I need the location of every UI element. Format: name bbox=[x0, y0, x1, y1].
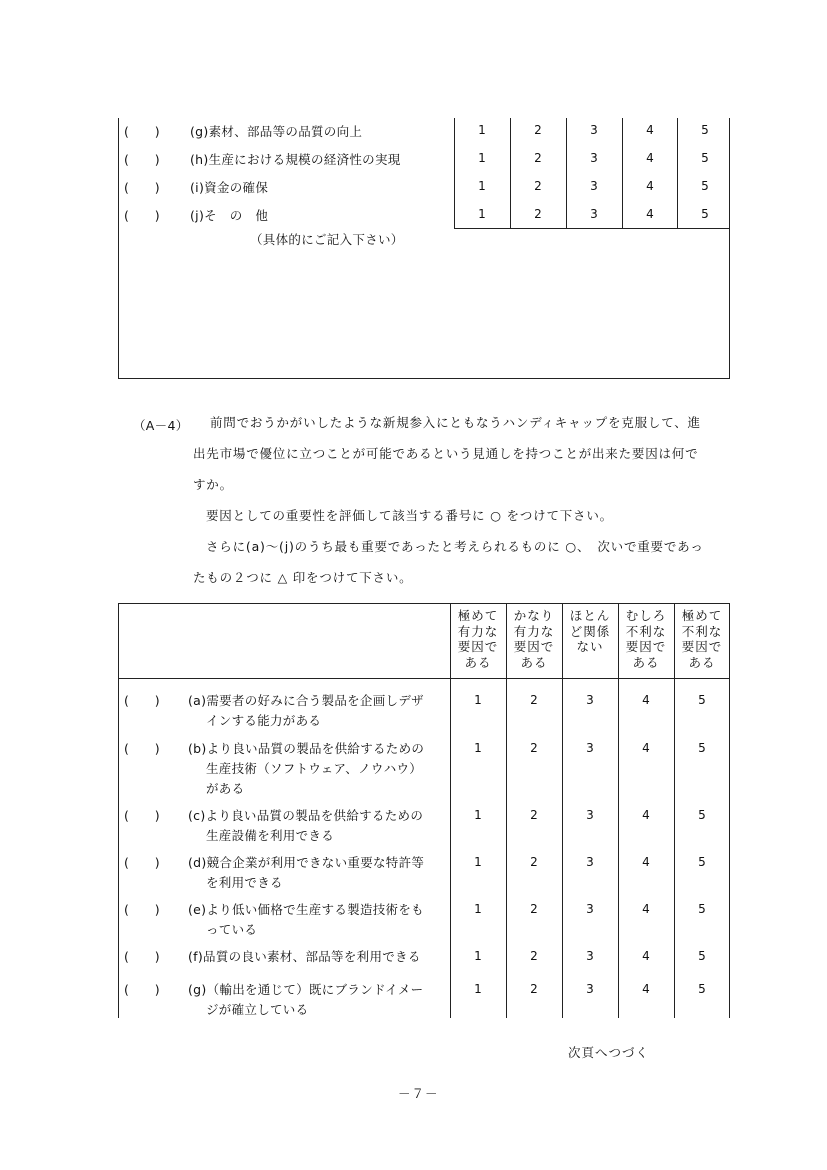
bottom-col-divider bbox=[618, 603, 619, 1018]
top-col-divider bbox=[566, 118, 567, 228]
row-label-line: (f)品質の良い素材、部品等を利用できる bbox=[188, 949, 421, 964]
score-option[interactable]: 3 bbox=[590, 151, 598, 165]
score-option[interactable]: 1 bbox=[474, 982, 482, 996]
bottom-table-top-border bbox=[118, 603, 730, 604]
header-line: 要因で bbox=[457, 639, 499, 654]
row-label: (h)生産における規模の経済性の実現 bbox=[190, 152, 401, 167]
score-option[interactable]: 1 bbox=[474, 855, 482, 869]
row-label: (i)資金の確保 bbox=[190, 180, 269, 195]
column-header bbox=[509, 608, 559, 670]
answer-paren[interactable]: ( ) bbox=[124, 741, 160, 756]
score-option[interactable]: 4 bbox=[646, 151, 654, 165]
row-label-line: (a)需要者の好みに合う製品を企画しデザ bbox=[188, 693, 424, 708]
header-line: ある bbox=[520, 654, 548, 670]
score-option[interactable]: 3 bbox=[590, 123, 598, 137]
top-table-bottom-border bbox=[118, 378, 730, 379]
row-label-line: (b)より良い品質の製品を供給するための bbox=[188, 741, 425, 756]
score-option[interactable]: 3 bbox=[590, 179, 598, 193]
instruction-text: さらに(a)～(j)のうち最も重要であったと考えられるものに ○、 次いで重要であっ bbox=[206, 539, 704, 554]
score-option[interactable]: 3 bbox=[586, 741, 594, 755]
score-option[interactable]: 3 bbox=[590, 207, 598, 221]
row-label-line: がある bbox=[206, 781, 245, 796]
row-label: (g)素材、部品等の品質の向上 bbox=[190, 124, 363, 139]
score-option[interactable]: 2 bbox=[534, 151, 542, 165]
score-option[interactable]: 4 bbox=[646, 123, 654, 137]
score-option[interactable]: 1 bbox=[474, 741, 482, 755]
row-label-line: ジが確立している bbox=[206, 1002, 309, 1017]
score-option[interactable]: 2 bbox=[530, 949, 538, 963]
answer-paren[interactable]: ( ) bbox=[124, 982, 160, 997]
bottom-col-divider bbox=[450, 603, 451, 1018]
score-option[interactable]: 2 bbox=[534, 179, 542, 193]
score-option[interactable]: 5 bbox=[698, 693, 706, 707]
column-header bbox=[565, 608, 615, 655]
score-option[interactable]: 5 bbox=[698, 855, 706, 869]
score-option[interactable]: 2 bbox=[534, 207, 542, 221]
score-option[interactable]: 5 bbox=[698, 808, 706, 822]
column-header bbox=[621, 608, 671, 670]
score-option[interactable]: 5 bbox=[698, 741, 706, 755]
instruction-text: たもの２つに △ 印をつけて下さい。 bbox=[193, 570, 413, 585]
score-option[interactable]: 1 bbox=[474, 902, 482, 916]
score-option[interactable]: 1 bbox=[474, 693, 482, 707]
header-line: ど関係 bbox=[569, 623, 611, 639]
score-option[interactable]: 4 bbox=[642, 808, 650, 822]
row-label-line: っている bbox=[206, 922, 258, 937]
header-line: 要因で bbox=[625, 639, 667, 654]
score-option[interactable]: 4 bbox=[642, 855, 650, 869]
score-option[interactable]: 1 bbox=[474, 949, 482, 963]
score-option[interactable]: 5 bbox=[701, 123, 709, 137]
header-line: かなり bbox=[513, 608, 555, 623]
header-line: 要因で bbox=[681, 639, 723, 654]
score-option[interactable]: 3 bbox=[586, 902, 594, 916]
score-option[interactable]: 2 bbox=[534, 123, 542, 137]
question-id: （A－4） bbox=[133, 418, 189, 433]
row-label-line: 生産設備を利用できる bbox=[206, 828, 335, 843]
row-label: (j)そ の 他 bbox=[190, 208, 269, 223]
bottom-table-header-line bbox=[118, 678, 730, 679]
column-header bbox=[677, 608, 727, 670]
bottom-col-divider bbox=[562, 603, 563, 1018]
header-line: ある bbox=[632, 654, 660, 670]
other-freeform-area[interactable] bbox=[124, 252, 724, 372]
score-option[interactable]: 5 bbox=[698, 982, 706, 996]
top-col-divider bbox=[622, 118, 623, 228]
answer-paren[interactable]: ( ) bbox=[124, 124, 160, 139]
top-table-right-border bbox=[729, 118, 730, 378]
score-option[interactable]: 3 bbox=[586, 808, 594, 822]
answer-paren[interactable]: ( ) bbox=[124, 808, 160, 823]
header-line: 要因で bbox=[513, 639, 555, 654]
score-option[interactable]: 5 bbox=[701, 179, 709, 193]
answer-paren[interactable]: ( ) bbox=[124, 693, 160, 708]
score-option[interactable]: 1 bbox=[474, 808, 482, 822]
row-label-line: インする能力がある bbox=[206, 713, 322, 728]
score-option[interactable]: 5 bbox=[701, 207, 709, 221]
top-col-divider bbox=[677, 118, 678, 228]
score-option[interactable]: 4 bbox=[642, 982, 650, 996]
header-line: ない bbox=[576, 639, 604, 654]
header-line: ある bbox=[464, 654, 492, 670]
bottom-col-divider bbox=[506, 603, 507, 1018]
top-table-left-border bbox=[118, 118, 119, 378]
row-label-line: 生産技術（ソフトウェア、ノウハウ） bbox=[206, 761, 423, 776]
score-option[interactable]: 3 bbox=[586, 855, 594, 869]
header-line: 極めて bbox=[681, 608, 723, 623]
question-text: すか。 bbox=[193, 477, 233, 492]
top-col-divider bbox=[454, 118, 455, 228]
score-option[interactable]: 4 bbox=[642, 902, 650, 916]
score-option[interactable]: 3 bbox=[586, 982, 594, 996]
answer-paren[interactable]: ( ) bbox=[124, 902, 160, 917]
score-option[interactable]: 4 bbox=[642, 949, 650, 963]
score-option[interactable]: 5 bbox=[701, 151, 709, 165]
answer-paren[interactable]: ( ) bbox=[124, 208, 160, 223]
score-option[interactable]: 3 bbox=[586, 693, 594, 707]
header-line: ある bbox=[688, 654, 716, 670]
top-score-bottom-line bbox=[454, 228, 730, 229]
row-label-line: (e)より低い価格で生産する製造技術をも bbox=[188, 902, 424, 917]
score-option[interactable]: 4 bbox=[646, 179, 654, 193]
score-option[interactable]: 4 bbox=[642, 741, 650, 755]
question-text: 前問でおうかがいしたような新規参入にともなうハンディキャップを克服して、進 bbox=[210, 415, 701, 430]
score-option[interactable]: 1 bbox=[478, 123, 486, 137]
row-label-line: を利用できる bbox=[206, 875, 283, 890]
score-option[interactable]: 1 bbox=[478, 179, 486, 193]
score-option[interactable]: 3 bbox=[586, 949, 594, 963]
header-line: むしろ bbox=[625, 608, 667, 623]
bottom-col-divider bbox=[674, 603, 675, 1018]
score-option[interactable]: 2 bbox=[530, 808, 538, 822]
instruction-text: 要因としての重要性を評価して該当する番号に ○ をつけて下さい。 bbox=[206, 508, 613, 523]
score-option[interactable]: 1 bbox=[478, 207, 486, 221]
continue-note: 次頁へつづく bbox=[568, 1045, 650, 1060]
score-option[interactable]: 2 bbox=[530, 902, 538, 916]
score-option[interactable]: 5 bbox=[698, 949, 706, 963]
bottom-table-right-border bbox=[729, 603, 730, 1018]
header-line: 不利な bbox=[625, 623, 667, 639]
header-line: 極めて bbox=[457, 608, 499, 623]
header-line: 有力な bbox=[513, 623, 555, 639]
row-label-line: (g)（輸出を通じて）既にブランドイメー bbox=[188, 982, 424, 997]
answer-paren[interactable]: ( ) bbox=[124, 152, 160, 167]
page-number: －７－ bbox=[398, 1086, 439, 1101]
column-header bbox=[453, 608, 503, 670]
score-option[interactable]: 2 bbox=[530, 855, 538, 869]
score-option[interactable]: 5 bbox=[698, 902, 706, 916]
score-option[interactable]: 2 bbox=[530, 693, 538, 707]
header-line: 不利な bbox=[681, 623, 723, 639]
other-note: （具体的にご記入下さい） bbox=[250, 232, 404, 247]
score-option[interactable]: 2 bbox=[530, 741, 538, 755]
row-label-line: (d)競合企業が利用できない重要な特許等 bbox=[188, 855, 425, 870]
score-option[interactable]: 2 bbox=[530, 982, 538, 996]
answer-paren[interactable]: ( ) bbox=[124, 949, 160, 964]
score-option[interactable]: 4 bbox=[646, 207, 654, 221]
row-label-line: (c)より良い品質の製品を供給するための bbox=[188, 808, 424, 823]
answer-paren[interactable]: ( ) bbox=[124, 855, 160, 870]
top-col-divider bbox=[510, 118, 511, 228]
score-option[interactable]: 1 bbox=[478, 151, 486, 165]
question-text: 出先市場で優位に立つことが可能であるという見通しを持つことが出来た要因は何で bbox=[193, 446, 699, 461]
score-option[interactable]: 4 bbox=[642, 693, 650, 707]
header-line: ほとん bbox=[569, 608, 611, 623]
bottom-table-left-border bbox=[118, 603, 119, 1018]
header-line: 有力な bbox=[457, 623, 499, 639]
answer-paren[interactable]: ( ) bbox=[124, 180, 160, 195]
